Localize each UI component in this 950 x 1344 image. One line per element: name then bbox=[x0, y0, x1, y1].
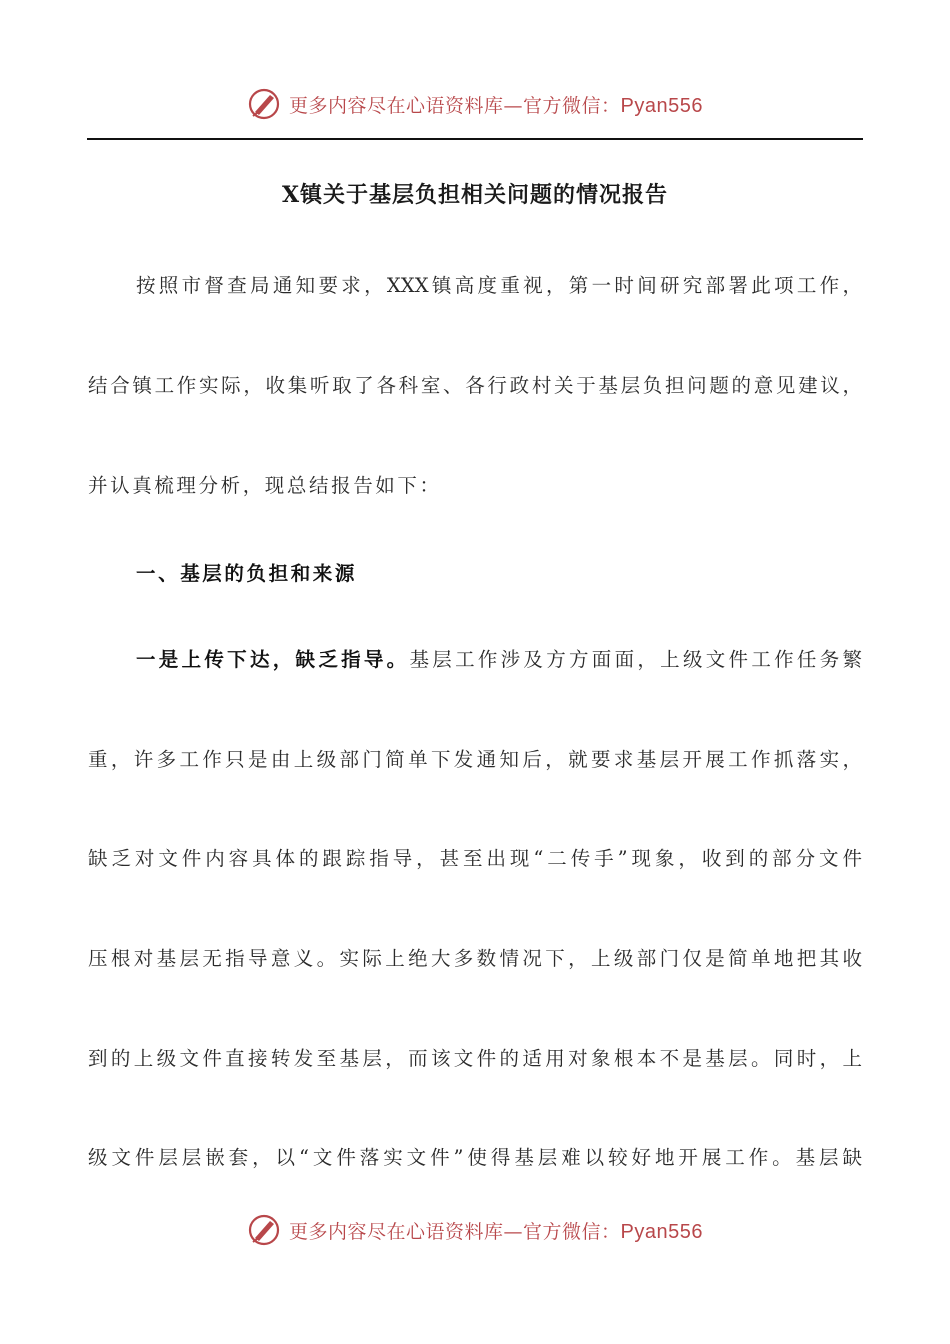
document-title: X镇关于基层负担相关问题的情况报告 bbox=[281, 182, 669, 208]
paragraph-line: 重，许多工作只是由上级部门简单下发通知后，就要求基层开展工作抓落实， bbox=[88, 748, 862, 771]
wechat-id: Pyan556 bbox=[620, 1220, 703, 1243]
footer-banner bbox=[0, 1208, 950, 1252]
paragraph-line: 结合镇工作实际，收集听取了各科室、各行政村关于基层负担问题的意见建议， bbox=[88, 374, 862, 397]
banner-slogan: 更多内容尽在心语资料库—官方微信： bbox=[289, 1220, 621, 1243]
paragraph-line: 按照市督查局通知要求，XXX镇高度重视，第一时间研究部署此项工作， bbox=[136, 274, 862, 297]
paragraph-line bbox=[88, 646, 862, 674]
paragraph-line: 压根对基层无指导意义。实际上绝大多数情况下，上级部门仅是简单地把其收 bbox=[88, 947, 862, 970]
banner-slogan: 更多内容尽在心语资料库—官方微信： bbox=[289, 94, 621, 117]
paragraph-line: 缺乏对文件内容具体的跟踪指导，甚至出现“二传手”现象，收到的部分文件 bbox=[88, 847, 862, 870]
pen-logo-icon bbox=[247, 87, 281, 121]
paragraph-text: 基层工作涉及方方面面，上级文件工作任务繁 bbox=[409, 648, 862, 671]
section-heading: 一、基层的负担和来源 bbox=[136, 562, 358, 585]
bold-lead: 一是上传下达，缺乏指导。 bbox=[136, 648, 410, 671]
header-divider bbox=[87, 138, 863, 140]
wechat-id: Pyan556 bbox=[620, 94, 703, 117]
paragraph-line: 并认真梳理分析，现总结报告如下： bbox=[88, 474, 442, 497]
paragraph-line: 到的上级文件直接转发至基层，而该文件的适用对象根本不是基层。同时，上 bbox=[88, 1047, 862, 1070]
header-banner bbox=[0, 82, 950, 126]
banner-text bbox=[289, 91, 703, 118]
paragraph-line: 级文件层层嵌套，以“文件落实文件”使得基层难以较好地开展工作。基层缺 bbox=[88, 1146, 862, 1169]
pen-logo-icon bbox=[247, 1213, 281, 1247]
banner-text bbox=[289, 1217, 703, 1244]
